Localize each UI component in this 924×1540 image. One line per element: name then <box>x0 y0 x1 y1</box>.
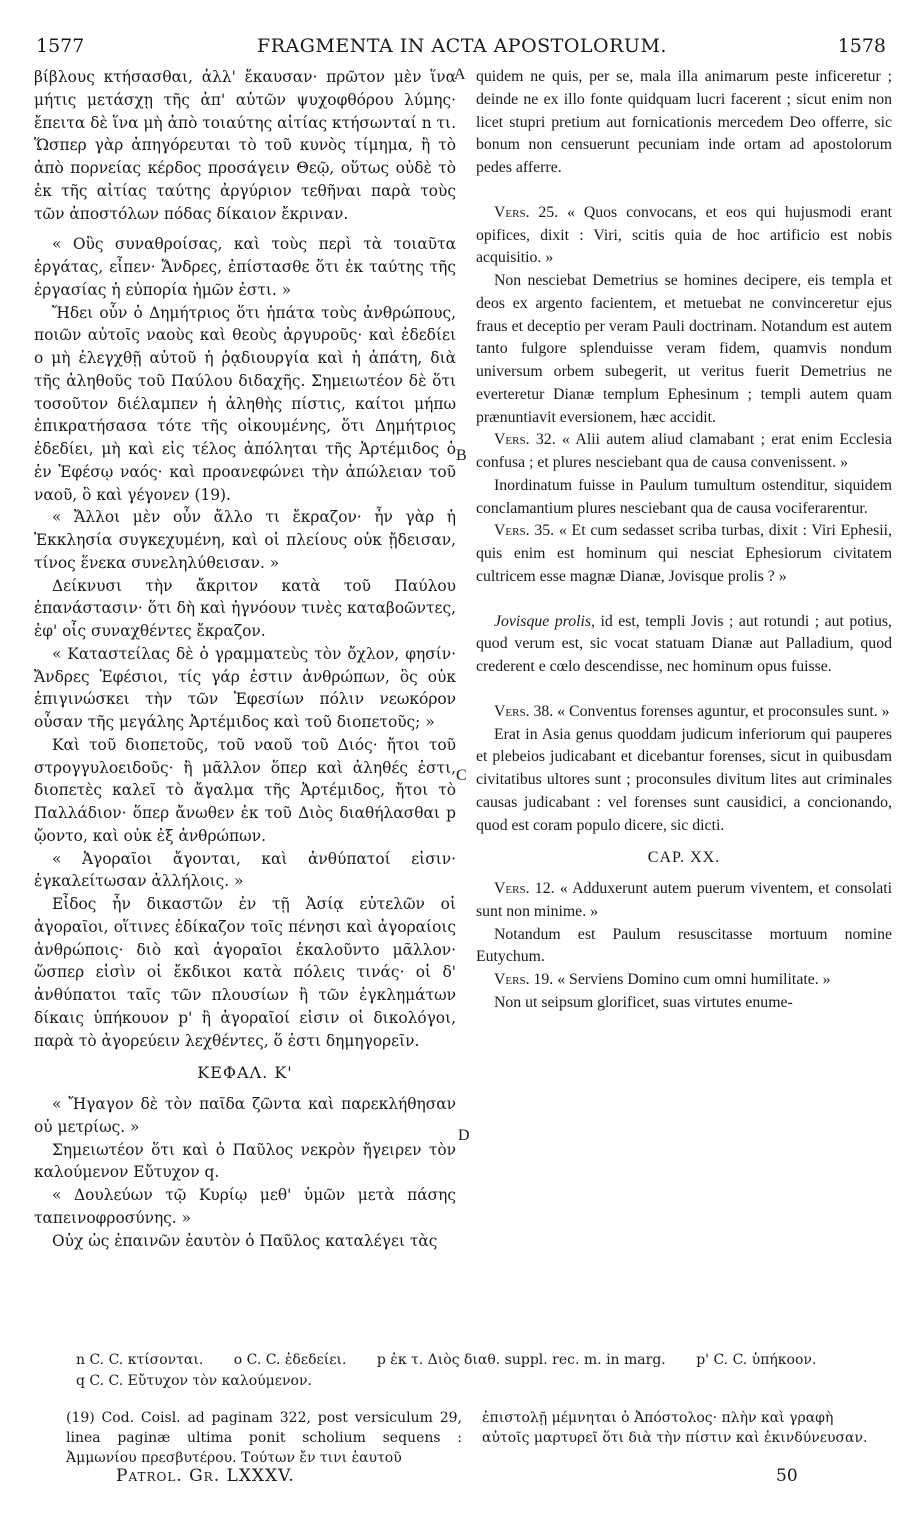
latin-verse <box>476 969 892 992</box>
lemma: Jovisque prolis, <box>494 612 595 630</box>
verse-text: « Quos convocans, et eos qui hujusmodi erant opifices, dixit : Viri, scitis quia de hoc artificio est nobis acquisitio. » <box>476 203 893 267</box>
verse-text: « Serviens Domino cum omni humilitate. » <box>557 971 831 988</box>
footnotes <box>76 1350 896 1392</box>
greek-quote: « Δουλεύων τῷ Κυρίῳ μεθ' ὑμῶν μετὰ πάσης ταπεινοφροσύνης. » <box>34 1186 456 1227</box>
latin-column <box>476 66 892 1015</box>
greek-paragraph: Σημειωτέον ὅτι καὶ ὁ Παῦλος νεκρὸν ἤγειρεν τὸν καλούμενον Εὔτυχον q. <box>34 1140 456 1182</box>
greek-paragraph: Καὶ τοῦ διοπετοῦς, τοῦ ναοῦ τοῦ Διός· ἤτοι τοῦ στρογγυλοειδοῦς· ἢ μᾶλλον ὅπερ καὶ ἀληθές ἐστι, διοπετὲς καλεῖ τὸ ἄγαλμα τῆς Ἀρτέμιδος, ἤτοι τὸ Παλλάδιον· ὅπερ ἄνωθεν ἐκ τοῦ Διὸς διαθήλασθαι p ᾤοντο, καὶ οὐκ ἐξ ἀνθρώπων. <box>34 735 456 845</box>
scholion-note-right: ἐπιστολῇ μέμνηται ὁ Ἀπόστολος· πλὴν καὶ γραφὴ αὐτοῖς μαρτυρεῖ ὅτι διὰ τὴν πίστιν καὶ ἐκινδύνευσαν. <box>482 1410 868 1446</box>
margin-letter-c: C <box>456 767 467 784</box>
verse-text: « Alii autem aliud clamabant ; erat enim Ecclesia confusa ; et plures nesciebant qua de causa convenissent. » <box>476 431 892 471</box>
verse-text: « Conventus forenses aguntur, et proconsules sunt. » <box>557 702 890 720</box>
greek-quote: « Ἄλλοι μὲν οὖν ἄλλο τι ἔκραζον· ἦν γὰρ ἡ Ἐκκλησία συγκεχυμένη, καὶ οἱ πλείους οὐκ ᾔδεισαν, τίνος ἕνεκα συνεληλύθεισαν. » <box>34 508 456 572</box>
verse-label: Vers. 32. <box>494 431 556 449</box>
greek-chapter-heading: ΚΕΦΑΛ. Κ' <box>197 1063 293 1083</box>
page-number-right: 1578 <box>837 35 886 57</box>
greek-paragraph: βίβλους κτήσασθαι, ἀλλ' ἔκαυσαν· πρῶτον μὲν ἵνα μήτις μετάσχῃ τῆς ἀπ' αὐτῶν ψυχοφθόρου λύμης· ἔπειτα δὲ ἵνα μὴ ἀπὸ τοιαύτης αἰτίας κτήσωνταί n τι. Ὥσπερ γὰρ ἀπηγόρευται τὸ τοῦ κυνὸς τίμημα, ἢ τὸ ἀπὸ πορνείας κέρδος προσάγειν Θεῷ, οὕτως οὐδὲ τὸ ἐκ τῆς αἰτίας ταύτης ἀργύριον τεθῆναι παρὰ τοὺς τῶν ἀποστόλων πόδας δίκαιον ἔκριναν. <box>34 68 456 223</box>
latin-paragraph <box>476 611 892 679</box>
scholion-note-left: (19) Cod. Coisl. ad paginam 322, post versiculum 29, linea paginæ ultima ponit scholium sequens : Ἀμμωνίου πρεσβυτέρου. Τούτων ἔν τινι ἑαυτοῦ <box>66 1410 462 1466</box>
greek-quote: « Ἤγαγον δὲ τὸν παῖδα ζῶντα καὶ παρεκλήθησαν οὐ μετρίως. » <box>34 1095 456 1136</box>
margin-letter-d: D <box>458 1127 470 1144</box>
greek-column <box>34 66 456 1252</box>
latin-verse <box>476 701 892 724</box>
footnote: p' C. C. ὑπήκοον. <box>696 1352 817 1368</box>
footnote: o C. C. ἐδεδείει. <box>233 1352 347 1368</box>
latin-paragraph: Notandum est Paulum resuscitasse mortuum nomine Eutychum. <box>476 925 892 966</box>
greek-paragraph: Οὐχ ὡς ἐπαινῶν ἑαυτὸν ὁ Παῦλος καταλέγει τὰς <box>52 1231 438 1250</box>
latin-verse <box>476 202 892 270</box>
greek-quote: « Καταστείλας δὲ ὁ γραμματεὺς τὸν ὄχλον, φησίν· Ἄνδρες Ἐφέσιοι, τίς γάρ ἐστιν ἀνθρώπων, ὃς οὐκ ἐπιγινώσκει τὴν τῶν Ἐφεσίων πόλιν νεωκόρον οὖσαν τῆς μεγάλης Ἀρτέμιδος καὶ τοῦ διοπετοῦς; » <box>34 644 456 731</box>
latin-paragraph: Inordinatum fuisse in Paulum tumultum ostenditur, siquidem conclamantium plures nesciebant qua de causa vociferarentur. <box>476 476 892 517</box>
footnote: n C. C. κτίσονται. <box>76 1352 204 1368</box>
latin-paragraph: quidem ne quis, per se, mala illa animarum peste inficeretur ; deinde ne ex illo fonte quidquam lucri facerent ; sicut enim non licet stupri pretium aut fornicationis mercedem Deo offerre, sic bonum non censuerunt pecuniam inde ortam ad apostolorum pedes afferre. <box>476 68 892 176</box>
greek-paragraph: Δείκνυσι τὴν ἄκριτον κατὰ τοῦ Παύλου ἐπανάστασιν· ὅτι δὴ καὶ ἠγνόουν τινὲς καταβοῶντες, ἐφ' οἷς συναχθέντες ἔκραζον. <box>34 576 456 640</box>
verse-text: « Adduxerunt autem puerum viventem, et consolati sunt non minime. » <box>476 880 892 920</box>
latin-paragraph: Non nesciebat Demetrius se homines decipere, eis templa et deos ex argento facientem, et metuebat ne convinceretur ejus fraus et deceptio per veram Pauli doctrinam. Notandum est autem tanto fulgore splenduisse veram fidem, quamvis nondum universum orbem subegerit, ut veritus fuerit Demetrius ne everteretur Dianæ templum Ephesinum ; templi autem quam prænuntiavit eversionem, hæc accidit. <box>476 272 892 426</box>
greek-paragraph: Εἶδος ἦν δικαστῶν ἐν τῇ Ἀσίᾳ εὐτελῶν οἱ ἀγοραῖοι, οἵτινες ἐδίκαζον τοῖς πένησι καὶ ἀγοραίοις ἀνθρώποις· διὸ καὶ ἀγοραῖοι ἐκαλοῦντο μᾶλλον· ὥσπερ εἰσὶν οἱ ἔκδικοι κατὰ πόλεις τινάς· οἱ δ' ἀνθύπατοι ταῖς τῶν πλουσίων ἢ τῶν ἐγκλημάτων δίκαις ὑπήκουον p' ἢ ἀγοραῖοί εἰσιν οἱ δικολόγοι, παρὰ τὸ ἀγορεύειν λεχθέντες, ὅ ἐστι δημηγορεῖν. <box>34 895 456 1050</box>
running-title: FRAGMENTA IN ACTA APOSTOLORUM. <box>257 35 667 57</box>
greek-quote: « Οὓς συναθροίσας, καὶ τοὺς περὶ τὰ τοιαῦτα ἐργάτας, εἶπεν· Ἄνδρες, ἐπίστασθε ὅτι ἐκ ταύτης τῆς ἐργασίας ἡ εὐπορία ἡμῶν ἐστι. » <box>34 235 456 299</box>
margin-letter-a: A <box>454 66 466 83</box>
running-header <box>0 34 924 58</box>
margin-letter-b: B <box>456 447 467 464</box>
latin-verse <box>476 520 892 588</box>
verse-label: Vers. 25. <box>494 203 559 221</box>
volume-signature: Patrol. Gr. LXXXV. <box>116 1466 295 1486</box>
greek-paragraph: Ἤδει οὖν ὁ Δημήτριος ὅτι ἠπάτα τοὺς ἀνθρώπους, ποιῶν αὐτοῖς ναοὺς καὶ θεοὺς ἀργυροῦς· καὶ ἐδεδίει o μὴ ἐλεγχθῇ αὐτοῦ ἡ ῥᾳδιουργία καὶ ἡ ἀπάτη, διὰ τῆς ἀληθοῦς τοῦ Παύλου διδαχῆς. Σημειωτέον δὲ ὅτι τοσοῦτον διέλαμπεν ἡ ἀληθὴς πίστις, καίτοι μήπω ἐπικρατήσασα τότε τῆς οἰκουμένης, ὅτι Δημήτριος ἐδεδίει, μὴ καὶ εἰς τέλος ἀπόληται τῆς Ἀρτέμιδος ὁ ἐν Ἐφέσῳ ναός· καὶ προανεφώνει τὴν ἀπώλειαν τοῦ ναοῦ, ὃ καὶ γέγονεν (19). <box>34 303 456 504</box>
latin-verse <box>476 429 892 475</box>
verse-label: Vers. 12. <box>494 880 555 897</box>
verse-label: Vers. 19. <box>494 971 554 988</box>
latin-paragraph: Non ut seipsum glorificet, suas virtutes enume- <box>494 993 793 1011</box>
footnote: q C. C. Εὔτυχον τὸν καλούμενον. <box>76 1373 312 1389</box>
footnote: p ἐκ τ. Διὸς διαθ. suppl. rec. m. in marg. <box>376 1352 666 1368</box>
verse-label: Vers. 38. <box>494 702 554 720</box>
latin-text: id est, templi Jovis ; aut rotundi ; aut potius, quod verum est, sic vocat statuam Dianæ aut Palladium, quod crederent e cœlo descendisse, nec hominum opus fuisse. <box>476 612 892 675</box>
latin-paragraph: Erat in Asia genus quoddam judicum inferiorum qui pauperes et plebeios judicabant et dicebantur forenses, sicut in quibusdam civitatibus ultores sunt ; proconsules divitum lites aut criminales causas judicabant : vel forenses sunt causidici, a concionando, quod est coram populo dicere, sic dicti. <box>476 725 892 834</box>
latin-chapter-heading: CAP. XX. <box>647 849 721 867</box>
latin-verse <box>476 878 892 924</box>
page-number-left: 1577 <box>36 35 85 57</box>
gathering-signature: 50 <box>776 1466 798 1486</box>
greek-quote: « Ἀγοραῖοι ἄγονται, καὶ ἀνθύπατοί εἰσιν· ἐγκαλείτωσαν ἀλλήλοις. » <box>34 849 456 891</box>
verse-text: « Et cum sedasset scriba turbas, dixit : Viri Ephesii, quis enim est hominum qui nesciat Ephesiorum civitatem cultricem esse magnæ Dianæ, Jovisque prolis ? » <box>476 522 892 585</box>
verse-label: Vers. 35. <box>494 522 555 540</box>
